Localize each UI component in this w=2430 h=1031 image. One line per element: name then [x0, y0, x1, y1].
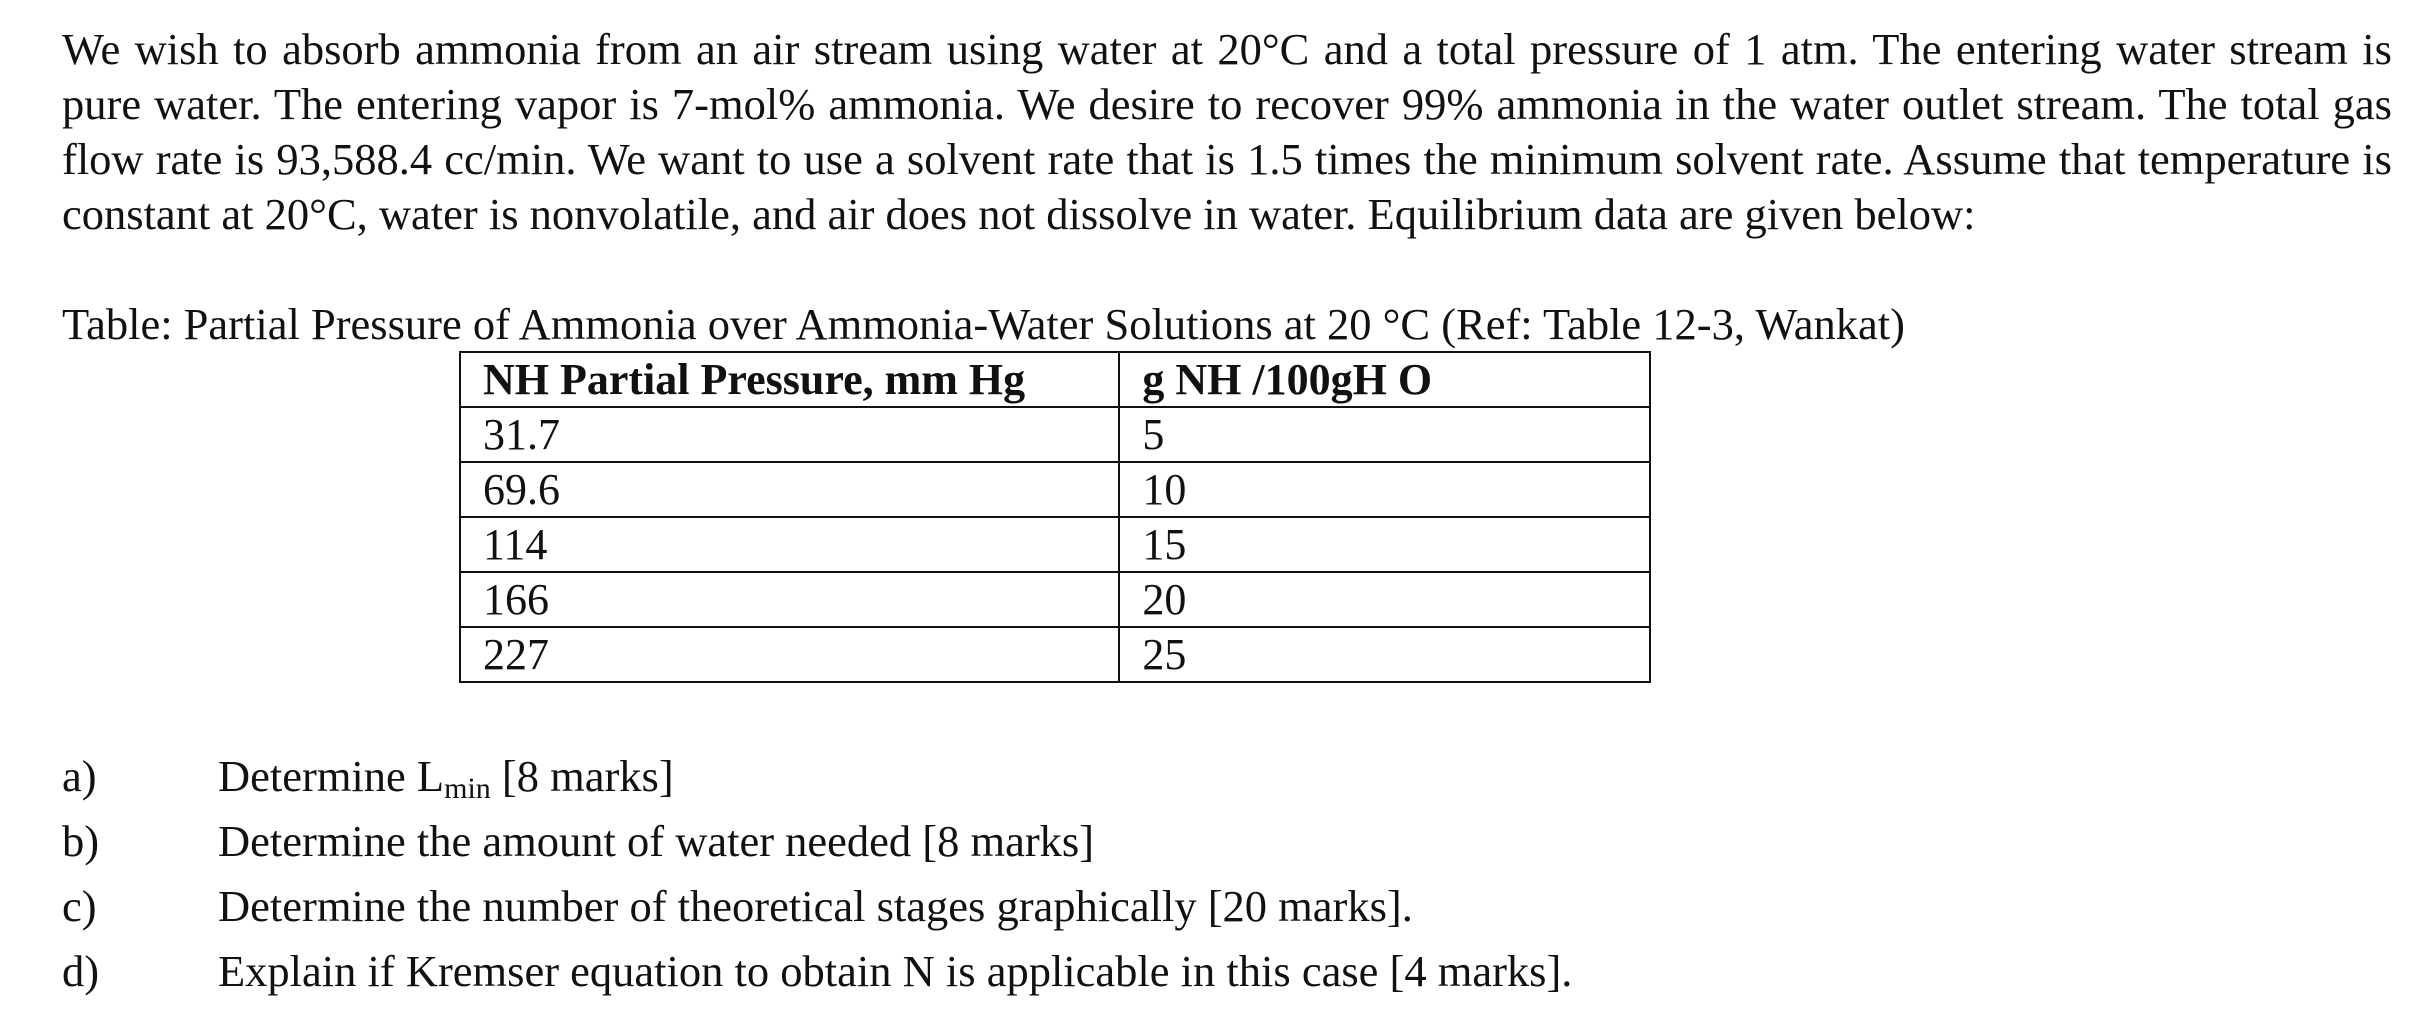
question-letter: c): [62, 881, 97, 931]
table-row: [460, 407, 1650, 462]
question-letter: d): [62, 946, 100, 996]
question-list: [62, 748, 1572, 1008]
subscript-min: min: [444, 772, 491, 805]
concentration-cell: 5: [1119, 407, 1650, 462]
question-text: Explain if Kremser equation to obtain N is applicable in this case [4 marks].: [218, 946, 1573, 996]
problem-statement: We wish to absorb ammonia from an air stream using water at 20°C and a total pressure of 1 atm. The entering water stream is pure water. The entering vapor is 7-mol% ammonia. We desire to recover 99% ammonia in the water outlet stream. The total gas flow rate is 93,588.4 cc/min. We want to use a solvent rate that is 1.5 times the minimum solvent rate. Assume that temperature is constant at 20°C, water is nonvolatile, and air does not dissolve in water. Equilibrium data are given below:: [62, 24, 2392, 239]
table-caption: Table: Partial Pressure of Ammonia over Ammonia-Water Solutions at 20 °C (Ref: Table 12-3, Wankat): [62, 299, 1905, 349]
table-header-row: [460, 352, 1650, 407]
question-a: [62, 748, 1572, 813]
question-text: Determine the number of theoretical stages graphically [20 marks].: [218, 881, 1413, 931]
table-row: [460, 572, 1650, 627]
question-marks: [8 marks]: [490, 751, 674, 801]
equilibrium-data-table: [459, 351, 1651, 683]
question-letter: b): [62, 816, 100, 866]
question-text: Determine the amount of water needed [8 marks]: [218, 816, 1095, 866]
partial-pressure-cell: 69.6: [460, 462, 1119, 517]
header-concentration: g NH /100gH O: [1119, 352, 1650, 407]
partial-pressure-cell: 114: [460, 517, 1119, 572]
concentration-cell: 25: [1119, 627, 1650, 682]
concentration-cell: 20: [1119, 572, 1650, 627]
partial-pressure-cell: 227: [460, 627, 1119, 682]
table-row: [460, 462, 1650, 517]
concentration-cell: 15: [1119, 517, 1650, 572]
question-d: [62, 943, 1572, 1008]
question-letter: a): [62, 751, 97, 801]
question-text: Determine L: [218, 751, 445, 801]
partial-pressure-cell: 31.7: [460, 407, 1119, 462]
table-row: [460, 627, 1650, 682]
header-partial-pressure: NH Partial Pressure, mm Hg: [460, 352, 1119, 407]
partial-pressure-cell: 166: [460, 572, 1119, 627]
table-row: [460, 517, 1650, 572]
question-c: [62, 878, 1572, 943]
concentration-cell: 10: [1119, 462, 1650, 517]
question-b: [62, 813, 1572, 878]
